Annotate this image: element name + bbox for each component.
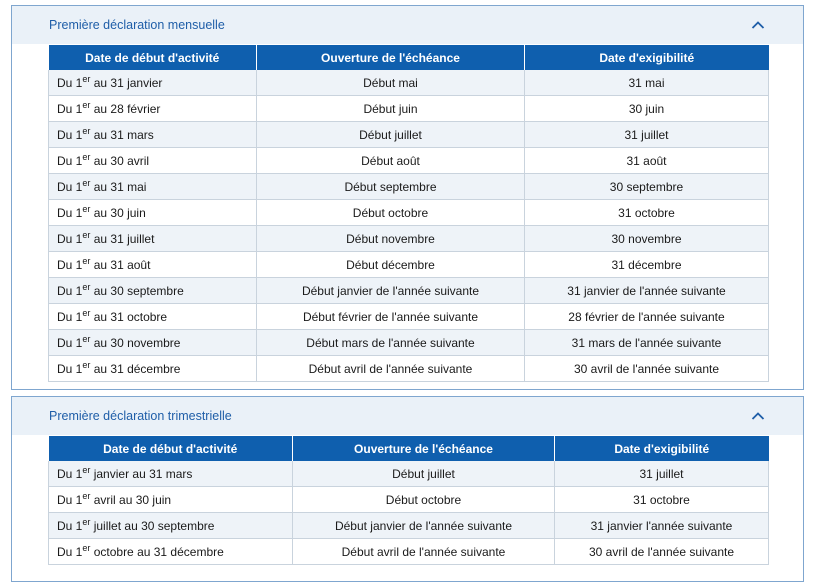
start-date-prefix: Du 1 bbox=[57, 153, 83, 168]
cell-due-date: 31 juillet bbox=[525, 122, 769, 148]
start-date-prefix: Du 1 bbox=[57, 257, 83, 272]
start-date-suffix: au 30 novembre bbox=[90, 335, 181, 350]
start-date-prefix: Du 1 bbox=[57, 466, 83, 481]
cell-opening: Début février de l'année suivante bbox=[257, 304, 525, 330]
table-row bbox=[49, 226, 769, 252]
start-date-suffix: au 31 août bbox=[90, 257, 151, 272]
start-date-suffix: avril au 30 juin bbox=[90, 492, 172, 507]
ordinal-suffix: er bbox=[82, 516, 91, 527]
column-header-start-date: Date de début d'activité bbox=[49, 45, 257, 70]
cell-due-date: 31 octobre bbox=[525, 200, 769, 226]
start-date-suffix: au 28 février bbox=[90, 101, 161, 116]
cell-start-date bbox=[49, 356, 257, 382]
cell-due-date: 30 septembre bbox=[525, 174, 769, 200]
cell-opening: Début juin bbox=[257, 96, 525, 122]
ordinal-suffix: er bbox=[82, 99, 91, 110]
cell-opening: Début septembre bbox=[257, 174, 525, 200]
table-row bbox=[49, 122, 769, 148]
cell-due-date: 31 décembre bbox=[525, 252, 769, 278]
start-date-suffix: au 31 janvier bbox=[90, 75, 163, 90]
table-row bbox=[49, 513, 769, 539]
table-row bbox=[49, 200, 769, 226]
table-row bbox=[49, 304, 769, 330]
start-date-prefix: Du 1 bbox=[57, 101, 83, 116]
cell-start-date bbox=[49, 226, 257, 252]
ordinal-suffix: er bbox=[82, 542, 91, 553]
start-date-prefix: Du 1 bbox=[57, 544, 83, 559]
cell-start-date bbox=[49, 330, 257, 356]
accordion-title-quarterly: Première déclaration trimestrielle bbox=[49, 409, 232, 423]
cell-opening: Début octobre bbox=[257, 200, 525, 226]
cell-start-date bbox=[49, 200, 257, 226]
start-date-suffix: juillet au 30 septembre bbox=[90, 518, 215, 533]
start-date-prefix: Du 1 bbox=[57, 205, 83, 220]
cell-start-date bbox=[49, 122, 257, 148]
start-date-suffix: au 30 septembre bbox=[90, 283, 184, 298]
cell-due-date: 31 juillet bbox=[555, 461, 769, 487]
start-date-prefix: Du 1 bbox=[57, 518, 83, 533]
ordinal-suffix: er bbox=[82, 177, 91, 188]
ordinal-suffix: er bbox=[82, 307, 91, 318]
ordinal-suffix: er bbox=[82, 281, 91, 292]
table-row bbox=[49, 252, 769, 278]
start-date-prefix: Du 1 bbox=[57, 309, 83, 324]
cell-start-date bbox=[49, 96, 257, 122]
start-date-suffix: au 30 avril bbox=[90, 153, 150, 168]
cell-start-date bbox=[49, 174, 257, 200]
table-header-row bbox=[49, 436, 769, 461]
ordinal-suffix: er bbox=[82, 151, 91, 162]
chevron-up-icon[interactable] bbox=[751, 20, 765, 30]
accordion-monthly bbox=[11, 5, 804, 390]
table-row bbox=[49, 487, 769, 513]
start-date-suffix: au 31 mars bbox=[90, 127, 154, 142]
cell-start-date bbox=[49, 304, 257, 330]
table-row bbox=[49, 174, 769, 200]
start-date-prefix: Du 1 bbox=[57, 335, 83, 350]
column-header-due-date: Date d'exigibilité bbox=[525, 45, 769, 70]
accordion-title-monthly: Première déclaration mensuelle bbox=[49, 18, 225, 32]
column-header-start-date: Date de début d'activité bbox=[49, 436, 293, 461]
start-date-prefix: Du 1 bbox=[57, 283, 83, 298]
start-date-prefix: Du 1 bbox=[57, 231, 83, 246]
cell-opening: Début janvier de l'année suivante bbox=[257, 278, 525, 304]
ordinal-suffix: er bbox=[82, 229, 91, 240]
cell-due-date: 31 mars de l'année suivante bbox=[525, 330, 769, 356]
table-row bbox=[49, 148, 769, 174]
cell-start-date bbox=[49, 461, 293, 487]
table-row bbox=[49, 278, 769, 304]
chevron-up-icon[interactable] bbox=[751, 411, 765, 421]
start-date-prefix: Du 1 bbox=[57, 492, 83, 507]
column-header-opening: Ouverture de l'échéance bbox=[257, 45, 525, 70]
cell-start-date bbox=[49, 148, 257, 174]
table-row bbox=[49, 461, 769, 487]
cell-due-date: 31 janvier de l'année suivante bbox=[525, 278, 769, 304]
cell-opening: Début novembre bbox=[257, 226, 525, 252]
ordinal-suffix: er bbox=[82, 333, 91, 344]
cell-due-date: 31 août bbox=[525, 148, 769, 174]
cell-due-date: 30 avril de l'année suivante bbox=[555, 539, 769, 565]
cell-due-date: 28 février de l'année suivante bbox=[525, 304, 769, 330]
start-date-suffix: au 31 octobre bbox=[90, 309, 168, 324]
accordion-header-monthly[interactable] bbox=[12, 6, 803, 44]
monthly-table bbox=[48, 45, 769, 382]
ordinal-suffix: er bbox=[82, 125, 91, 136]
cell-start-date bbox=[49, 278, 257, 304]
cell-start-date bbox=[49, 513, 293, 539]
start-date-suffix: au 30 juin bbox=[90, 205, 146, 220]
cell-opening: Début août bbox=[257, 148, 525, 174]
column-header-opening: Ouverture de l'échéance bbox=[293, 436, 555, 461]
quarterly-table bbox=[48, 436, 769, 565]
cell-opening: Début mars de l'année suivante bbox=[257, 330, 525, 356]
start-date-suffix: au 31 mai bbox=[90, 179, 147, 194]
start-date-suffix: au 31 juillet bbox=[90, 231, 155, 246]
start-date-suffix: au 31 décembre bbox=[90, 361, 181, 376]
start-date-prefix: Du 1 bbox=[57, 127, 83, 142]
cell-due-date: 31 mai bbox=[525, 70, 769, 96]
cell-start-date bbox=[49, 70, 257, 96]
cell-due-date: 31 janvier l'année suivante bbox=[555, 513, 769, 539]
cell-opening: Début mai bbox=[257, 70, 525, 96]
cell-opening: Début octobre bbox=[293, 487, 555, 513]
ordinal-suffix: er bbox=[82, 73, 91, 84]
table-row bbox=[49, 330, 769, 356]
table-row bbox=[49, 96, 769, 122]
cell-opening: Début décembre bbox=[257, 252, 525, 278]
accordion-quarterly bbox=[11, 396, 804, 582]
ordinal-suffix: er bbox=[82, 464, 91, 475]
cell-start-date bbox=[49, 252, 257, 278]
cell-due-date: 30 avril de l'année suivante bbox=[525, 356, 769, 382]
cell-start-date bbox=[49, 487, 293, 513]
ordinal-suffix: er bbox=[82, 203, 91, 214]
cell-opening: Début janvier de l'année suivante bbox=[293, 513, 555, 539]
start-date-suffix: janvier au 31 mars bbox=[90, 466, 193, 481]
start-date-prefix: Du 1 bbox=[57, 361, 83, 376]
table-row bbox=[49, 356, 769, 382]
start-date-suffix: octobre au 31 décembre bbox=[90, 544, 224, 559]
start-date-prefix: Du 1 bbox=[57, 75, 83, 90]
ordinal-suffix: er bbox=[82, 359, 91, 370]
cell-opening: Début avril de l'année suivante bbox=[293, 539, 555, 565]
cell-opening: Début juillet bbox=[293, 461, 555, 487]
accordion-header-quarterly[interactable] bbox=[12, 397, 803, 435]
cell-due-date: 31 octobre bbox=[555, 487, 769, 513]
cell-opening: Début juillet bbox=[257, 122, 525, 148]
table-row bbox=[49, 539, 769, 565]
cell-due-date: 30 juin bbox=[525, 96, 769, 122]
cell-opening: Début avril de l'année suivante bbox=[257, 356, 525, 382]
table-row bbox=[49, 70, 769, 96]
start-date-prefix: Du 1 bbox=[57, 179, 83, 194]
table-header-row bbox=[49, 45, 769, 70]
cell-start-date bbox=[49, 539, 293, 565]
ordinal-suffix: er bbox=[82, 490, 91, 501]
column-header-due-date: Date d'exigibilité bbox=[555, 436, 769, 461]
ordinal-suffix: er bbox=[82, 255, 91, 266]
cell-due-date: 30 novembre bbox=[525, 226, 769, 252]
